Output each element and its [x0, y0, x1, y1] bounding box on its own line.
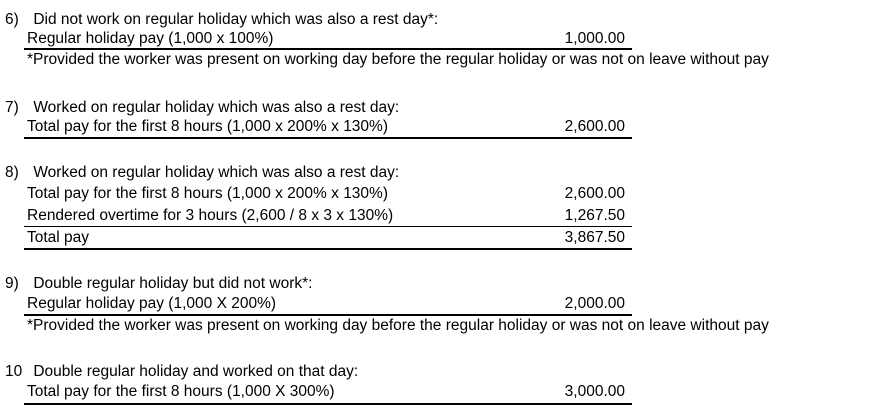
section-title: Did not work on regular holiday which was also a rest day*: [33, 11, 439, 28]
row-label: Total pay for the first 8 hours (1,000 X 300%) [27, 383, 335, 400]
divider-rule [24, 248, 632, 250]
section-number: 8) [5, 164, 19, 181]
section-9-heading [5, 275, 312, 293]
row-amount: 1,267.50 [564, 207, 625, 224]
divider-rule [24, 226, 632, 227]
divider-rule [24, 403, 632, 405]
divider-rule [24, 314, 632, 316]
footnote: *Provided the worker was present on working day before the regular holiday or was not on leave without pay [27, 51, 769, 68]
row-label: Rendered overtime for 3 hours (2,600 / 8 x 3 x 130%) [27, 207, 394, 224]
footnote: *Provided the worker was present on working day before the regular holiday or was not on leave without pay [27, 317, 769, 334]
section-8-heading [5, 164, 399, 182]
row-label: Total pay for the first 8 hours (1,000 x 200% x 130%) [27, 118, 388, 135]
section-10-heading [5, 363, 358, 381]
section-number: 9) [5, 275, 19, 292]
row-amount: 3,000.00 [564, 383, 625, 400]
row-label: Total pay for the first 8 hours (1,000 x 200% x 130%) [27, 185, 388, 202]
section-title: Double regular holiday and worked on that day: [33, 363, 359, 380]
row-label: Regular holiday pay (1,000 x 100%) [27, 30, 274, 47]
total-label: Total pay [27, 229, 90, 246]
row-amount: 2,000.00 [564, 295, 625, 312]
row-amount: 2,600.00 [564, 185, 625, 202]
section-number: 7) [5, 99, 19, 116]
divider-rule [24, 137, 632, 139]
section-number: 10 [5, 363, 23, 380]
section-6-heading [5, 11, 438, 29]
row-label: Regular holiday pay (1,000 X 200%) [27, 295, 277, 312]
section-title: Worked on regular holiday which was also a rest day: [33, 99, 400, 116]
section-number: 6) [5, 11, 19, 28]
divider-rule [24, 48, 632, 50]
section-7-heading [5, 99, 399, 117]
section-title: Worked on regular holiday which was also a rest day: [33, 164, 400, 181]
total-amount: 3,867.50 [564, 229, 625, 246]
row-amount: 2,600.00 [564, 118, 625, 135]
section-title: Double regular holiday but did not work*: [33, 275, 313, 292]
row-amount: 1,000.00 [564, 30, 625, 47]
